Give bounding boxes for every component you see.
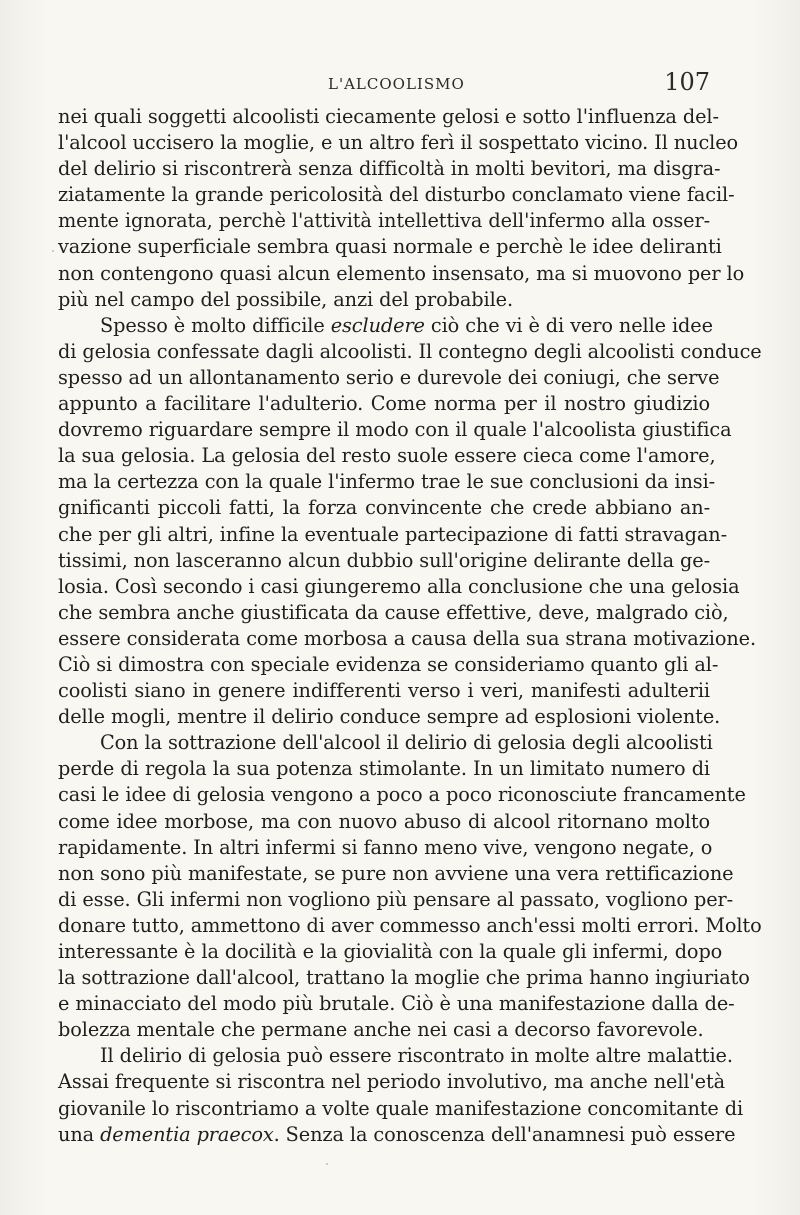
text-line: ma la certezza con la quale l'infermo trae le sue conclusioni da insi- xyxy=(58,470,716,494)
line-segment: una xyxy=(58,1122,101,1146)
page-number: 107 xyxy=(664,68,710,96)
text-line: losia. Così secondo i casi giungeremo alla conclusione che una gelosia xyxy=(58,574,740,598)
text-line: giovanile lo riscontriamo a volte quale manifestazione concomitante di xyxy=(58,1096,744,1120)
text-line: vazione superficiale sembra quasi normale e perchè le idee deliranti xyxy=(58,235,722,259)
text-line: di esse. Gli infermi non vogliono più pensare al passato, vogliono per- xyxy=(58,887,734,911)
line-segment: Spesso è molto difficile xyxy=(100,313,331,337)
text-line: non sono più manifestate, se pure non avviene una vera rettificazione xyxy=(58,861,734,885)
text-line: e minacciato del modo più brutale. Ciò è una manifestazione dalla de- xyxy=(58,992,735,1016)
text-line xyxy=(58,313,713,339)
text-line: che sembra anche giustificata da cause effettive, deve, malgrado ciò, xyxy=(58,600,729,624)
text-line: più nel campo del possibile, anzi del probabile. xyxy=(58,287,513,311)
page-header xyxy=(60,68,710,98)
text-line: nei quali soggetti alcoolisti ciecamente gelosi e sotto l'influenza del- xyxy=(58,105,719,128)
text-line: ziatamente la grande pericolosità del disturbo conclamato viene facil- xyxy=(58,183,735,207)
text-line: rapidamente. In altri infermi si fanno meno vive, vengono negate, o xyxy=(58,835,713,859)
text-line: tissimi, non lasceranno alcun dubbio sull'origine delirante della ge- xyxy=(58,548,710,572)
text-line: appunto a facilitare l'adulterio. Come norma per il nostro giudizio xyxy=(58,392,710,416)
text-line: del delirio si riscontrerà senza difficoltà in molti bevitori, ma disgra- xyxy=(58,157,721,181)
text-line: donare tutto, ammettono di aver commesso anch'essi molti errori. Molto xyxy=(58,913,762,937)
text-line: la sottrazione dall'alcool, trattano la moglie che prima hanno ingiuriato xyxy=(58,966,750,990)
text-line: casi le idee di gelosia vengono a poco a poco riconosciute francamente xyxy=(58,783,746,807)
print-speck xyxy=(52,250,54,252)
text-line: gnificanti piccoli fatti, la forza convincente che crede abbiano an- xyxy=(58,496,710,520)
text-line: interessante è la docilità e la giovialità con la quale gli infermi, dopo xyxy=(58,940,723,963)
text-line: mente ignorata, perchè l'attività intellettiva dell'infermo alla osser- xyxy=(58,209,710,233)
text-line: l'alcool uccisero la moglie, e un altro ferì il sospettato vicino. Il nucleo xyxy=(58,131,739,155)
text-line: Con la sottrazione dell'alcool il delirio di gelosia degli alcoolisti xyxy=(100,731,713,755)
italic-word: escludere xyxy=(330,313,425,337)
text-line: perde di regola la sua potenza stimolante. In un limitato numero di xyxy=(58,757,710,781)
text-line: di gelosia confessate dagli alcoolisti. Il contegno degli alcoolisti conduce xyxy=(58,339,762,363)
text-line: Assai frequente si riscontra nel periodo involutivo, ma anche nell'età xyxy=(58,1070,726,1094)
text-line: non contengono quasi alcun elemento insensato, ma si muovono per lo xyxy=(58,261,745,285)
body-text xyxy=(58,104,762,1148)
text-line: dovremo riguardare sempre il modo con il quale l'alcoolista giustifica xyxy=(58,418,732,442)
print-speck xyxy=(326,1163,328,1165)
text-line: coolisti siano in genere indifferenti verso i veri, manifesti adulterii xyxy=(58,679,710,703)
text-line: la sua gelosia. La gelosia del resto suole essere cieca come l'amore, xyxy=(58,444,716,468)
line-segment: ciò che vi è di vero nelle idee xyxy=(424,313,713,337)
text-line: bolezza mentale che permane anche nei casi a decorso favorevole. xyxy=(58,1018,704,1042)
text-line xyxy=(58,1122,736,1148)
text-line: Il delirio di gelosia può essere riscontrato in molte altre malattie. xyxy=(100,1044,733,1068)
text-line: che per gli altri, infine la eventuale partecipazione di fatti stravagan- xyxy=(58,522,728,546)
text-line: Ciò si dimostra con speciale evidenza se consideriamo quanto gli al- xyxy=(58,652,719,676)
italic-term: dementia praecox xyxy=(100,1122,274,1146)
text-line: spesso ad un allontanamento serio e durevole dei coniugi, che serve xyxy=(58,365,720,389)
text-line: delle mogli, mentre il delirio conduce sempre ad esplosioni violente. xyxy=(58,705,721,729)
text-line: essere considerata come morbosa a causa della sua strana motivazione. xyxy=(58,626,756,650)
line-segment: . Senza la conoscenza dell'anamnesi può essere xyxy=(273,1122,736,1146)
text-line: come idee morbose, ma con nuovo abuso di alcool ritornano molto xyxy=(58,809,710,833)
running-title: L'ALCOOLISMO xyxy=(328,75,465,93)
